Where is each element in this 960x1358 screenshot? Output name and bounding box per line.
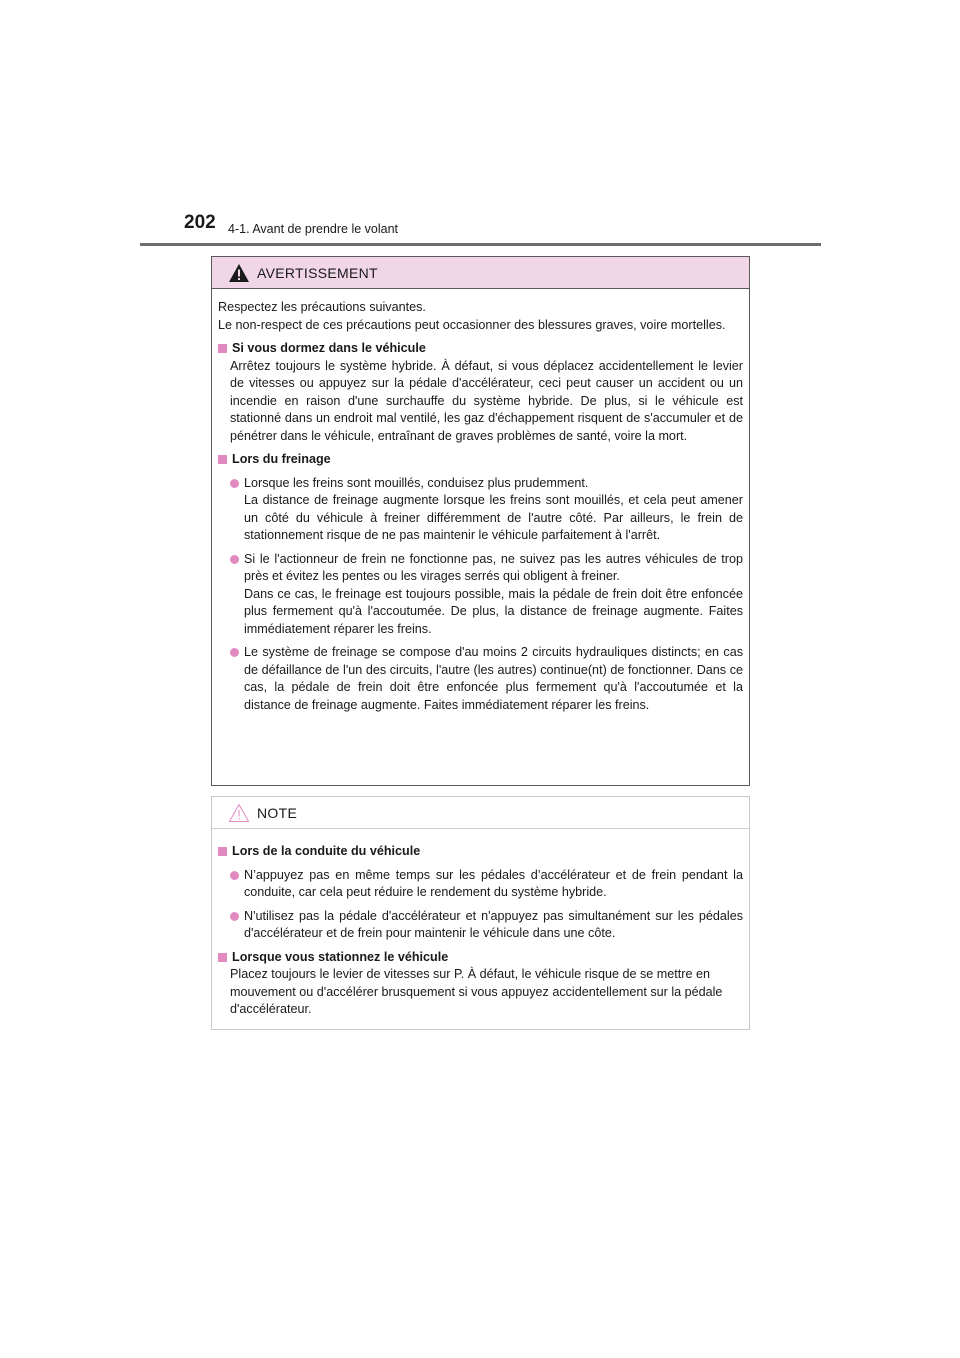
warning-header (212, 257, 749, 289)
warning-box (211, 256, 750, 786)
bullet-line: La distance de freinage augmente lorsque les freins sont mouillés, et cela peut amener un côté du véhicule à freiner différemment de l'autre côté. Par ailleurs, le frein de stationnement risque de ne pas maintenir le véhicule parfaitement à l'arrêt. (244, 493, 743, 542)
section-heading: Si vous dormez dans le véhicule (232, 341, 426, 355)
list-item (218, 551, 743, 639)
list-item (218, 867, 743, 902)
section-title: 4-1. Avant de prendre le volant (228, 222, 399, 236)
note-body (212, 829, 749, 1019)
bullet-line: Lorsque les freins sont mouillés, conduisez plus prudemment. (244, 475, 589, 490)
bullet-text: N'utilisez pas la pédale d'accélérateur et n'appuyez pas simultanément sur les pédales d'accélérateur et de frein pour maintenir le véhicule dans une côte. (244, 908, 743, 940)
square-bullet-icon (218, 344, 227, 353)
note-header (212, 797, 749, 829)
bullet-line: Si le l'actionneur de frein ne fonctionne pas, ne suivez pas les autres véhicules de trop près et évitez les pentes ou les virages serrés qui obligent à freiner. (244, 551, 743, 583)
warning-intro-1: Respectez les précautions suivantes. (218, 300, 426, 314)
warning-intro-2: Le non-respect de ces précautions peut occasionner des blessures graves, voire mortelles. (218, 317, 726, 332)
circle-bullet-icon (230, 871, 239, 880)
list-item (218, 644, 743, 714)
circle-bullet-icon (230, 912, 239, 921)
square-bullet-icon (218, 953, 227, 962)
circle-bullet-icon (230, 479, 239, 488)
bullet-line: Le système de freinage se compose d'au moins 2 circuits hydrauliques distincts; en cas de défaillance de l'un des circuits, l'autre (les autres) continue(nt) de fonctionner. Dans ce cas, la pédale de frein doit être enfoncée plus fermement qu'à l'accoutumée et la distance de freinage augmente. Faites immédiatement réparer les freins. (244, 645, 743, 712)
warning-triangle-icon (228, 263, 250, 283)
circle-bullet-icon (230, 555, 239, 564)
section-text: Placez toujours le levier de vitesses sur P. À défaut, le véhicule risque de se mettre en mouvement ou d'accélérer brusquement si vous appuyez accidentellement sur la pédale d'accélérateur. (230, 967, 723, 1016)
section-heading: Lors du freinage (232, 452, 331, 466)
bullet-text: N’appuyez pas en même temps sur les pédales d’accélérateur et de frein pendant la conduite, car cela peut réduire le rendement du système hybride. (244, 867, 743, 899)
warning-body (212, 289, 749, 714)
circle-bullet-icon (230, 648, 239, 657)
section-heading: Lors de la conduite du véhicule (232, 844, 421, 858)
warning-section-sleeping (218, 340, 743, 445)
section-heading: Lorsque vous stationnez le véhicule (232, 949, 449, 964)
note-title: NOTE (257, 804, 298, 821)
note-section-parking (218, 949, 743, 1019)
note-box (211, 796, 750, 1030)
list-item (218, 908, 743, 943)
note-section-driving (218, 843, 743, 943)
section-text: Arrêtez toujours le système hybride. À défaut, si vous déplacez accidentellement le levier de vitesses ou appuyez sur la pédale d'accélérateur, ceci peut causer un accident ou un incendie en raison d'une surchauffe du système hybride. De plus, si le véhicule est stationné dans un endroit mal ventilé, les gaz d'échappement risquent de s'accumuler et de pénétrer dans le véhicule, entraînant de graves problèmes de santé, voire la mort. (230, 358, 743, 443)
bullet-line: Dans ce cas, le freinage est toujours possible, mais la pédale de frein doit être enfoncée plus fermement qu'à l'accoutumée. De plus, la distance de freinage augmente. Faites immédiatement réparer les freins. (244, 586, 743, 636)
page-number: 202 (184, 212, 216, 233)
warning-section-braking (218, 451, 743, 714)
header-divider (140, 243, 821, 246)
caution-outline-icon (228, 803, 250, 823)
square-bullet-icon (218, 847, 227, 856)
warning-title: AVERTISSEMENT (257, 264, 378, 281)
list-item (218, 475, 743, 545)
square-bullet-icon (218, 455, 227, 464)
